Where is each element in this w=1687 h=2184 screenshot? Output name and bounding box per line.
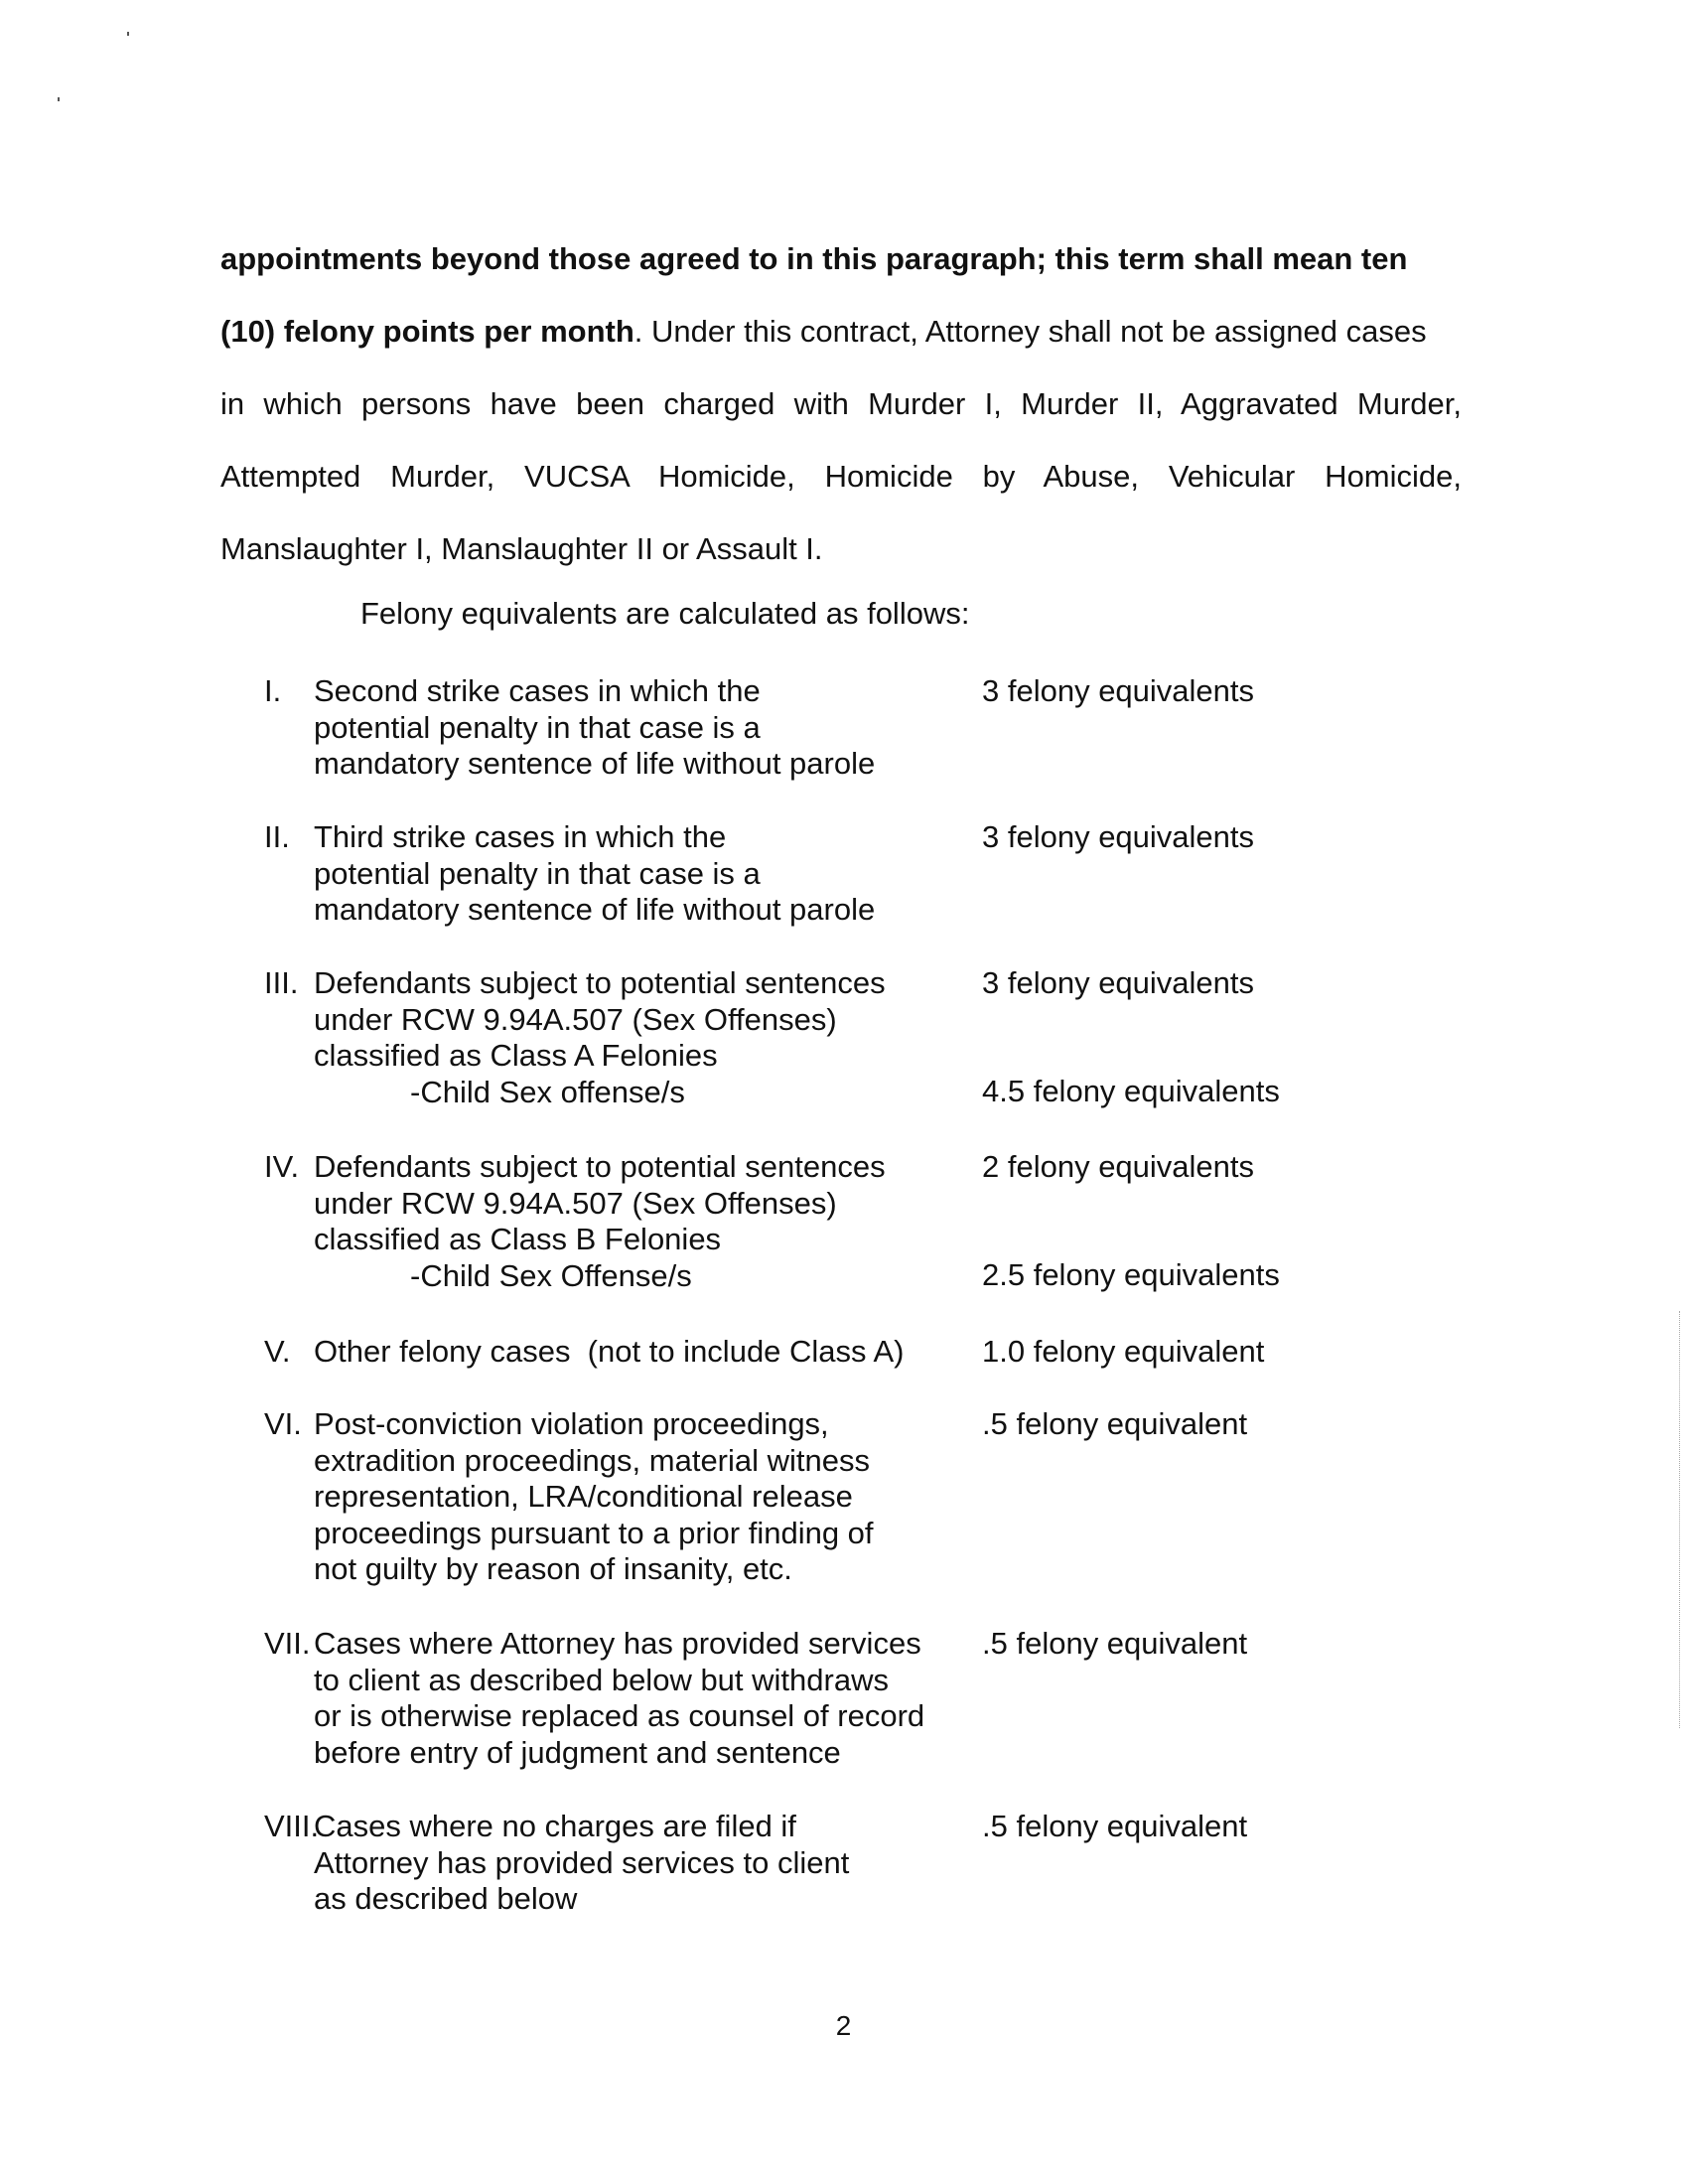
item-numeral: II.: [264, 819, 290, 854]
item-value: .5 felony equivalent: [982, 1809, 1248, 1843]
item-value: .5 felony equivalent: [982, 1626, 1248, 1661]
item-description: Defendants subject to potential sentences under RCW 9.94A.507 (Sex Offenses) classified as Class A Felonies -Child Sex offense/s: [314, 965, 886, 1109]
scan-speck: [127, 32, 129, 36]
paragraph-line: in which persons have been charged with Murder I, Murder II, Aggravated Murder,: [220, 386, 1462, 421]
item-value: 3 felony equivalents: [982, 819, 1255, 854]
item-numeral: V.: [264, 1334, 291, 1369]
item-value: 3 felony equivalents: [982, 965, 1255, 1000]
item-description: Defendants subject to potential sentences under RCW 9.94A.507 (Sex Offenses) classified as Class B Felonies -Child Sex Offense/s: [314, 1149, 886, 1293]
item-description: Third strike cases in which the potential penalty in that case is a mandatory sentence of life without parole: [314, 819, 876, 927]
item-value: 3 felony equivalents: [982, 673, 1255, 708]
scan-speck: [58, 97, 60, 101]
item-value: 1.0 felony equivalent: [982, 1334, 1265, 1369]
item-value: .5 felony equivalent: [982, 1406, 1248, 1441]
scan-edge-mark: [1679, 1311, 1681, 1728]
item-description: Second strike cases in which the potential penalty in that case is a mandatory sentence of life without parole: [314, 673, 876, 781]
page-number: 2: [835, 2010, 852, 2041]
item-sub-value: 2.5 felony equivalents: [982, 1257, 1280, 1292]
item-description: Cases where Attorney has provided services to client as described below but withdraws or is otherwise replaced as counsel of record before entry of judgment and sentence: [314, 1626, 925, 1770]
paragraph-line: Attempted Murder, VUCSA Homicide, Homicide by Abuse, Vehicular Homicide,: [220, 459, 1462, 494]
item-sub-label: -Child Sex Offense/s: [410, 1257, 692, 1293]
item-description: Cases where no charges are filed if Attorney has provided services to client as described below: [314, 1809, 850, 1916]
item-sub-label: -Child Sex offense/s: [410, 1074, 685, 1109]
item-value: 2 felony equivalents: [982, 1149, 1255, 1184]
item-numeral: IV.: [264, 1149, 300, 1184]
item-numeral: III.: [264, 965, 299, 1000]
body-paragraph: [220, 222, 1462, 585]
paragraph-line: Manslaughter I, Manslaughter II or Assault I.: [220, 531, 823, 566]
item-numeral: VIII.: [264, 1809, 320, 1843]
paragraph-line: (10) felony points per month. Under this contract, Attorney shall not be assigned cases: [220, 314, 1427, 349]
paragraph-line: appointments beyond those agreed to in this paragraph; this term shall mean ten: [220, 241, 1408, 276]
item-description: Post-conviction violation proceedings, extradition proceedings, material witness representation, LRA/conditional release proceedings pursuant to a prior finding of not guilty by reason of insanity, etc.: [314, 1406, 874, 1586]
item-description: Other felony cases (not to include Class A): [314, 1334, 905, 1369]
item-numeral: VII.: [264, 1626, 311, 1661]
item-sub-value: 4.5 felony equivalents: [982, 1074, 1280, 1108]
intro-sentence: Felony equivalents are calculated as follows:: [360, 596, 970, 631]
item-numeral: I.: [264, 673, 282, 708]
item-numeral: VI.: [264, 1406, 302, 1441]
